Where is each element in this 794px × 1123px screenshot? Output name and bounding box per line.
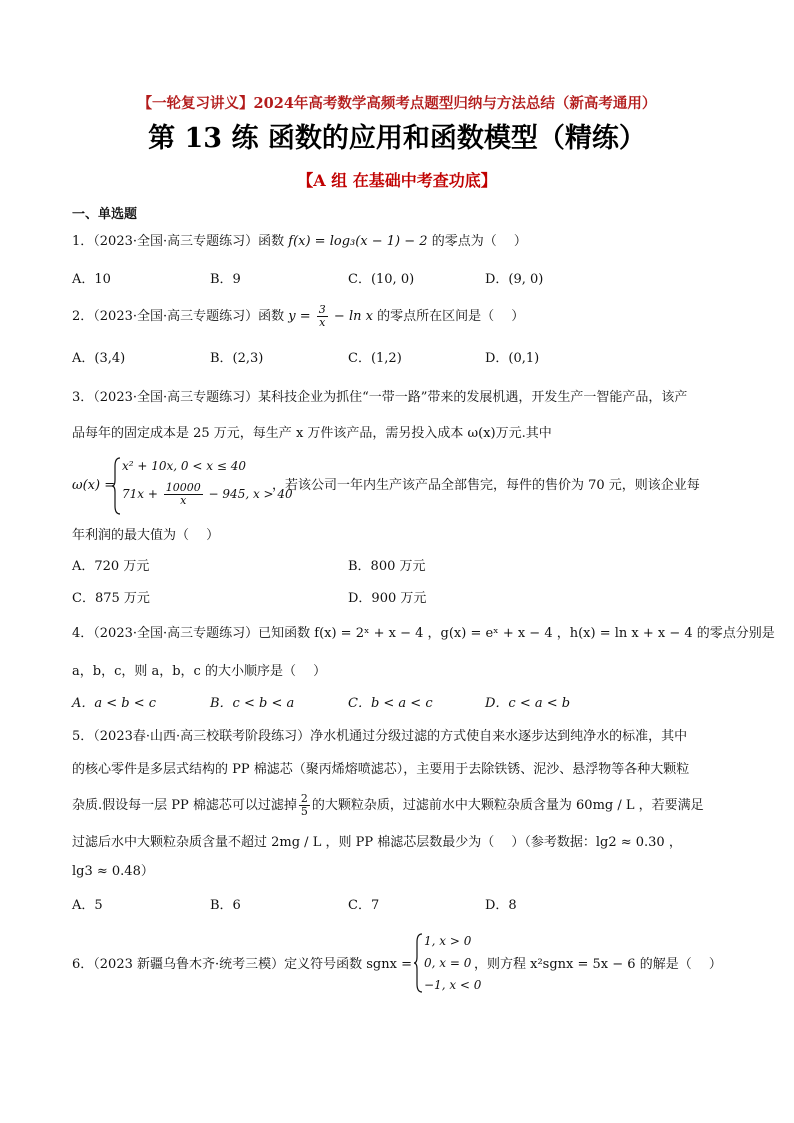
question-5-line-3: 杂质.假设每一层 PP 棉滤芯可以过滤掉 $\frac{2}{5}$ 的大颗粒杂质，过滤前水中大颗粒杂质含量为 60mg / L ，若要满足 bbox=[72, 792, 704, 818]
q3-piecewise-brace bbox=[112, 456, 122, 516]
q5-option-c[interactable]: C．7 bbox=[348, 898, 380, 913]
q6-piecewise-brace bbox=[414, 932, 424, 994]
q3-option-c[interactable]: C．875 万元 bbox=[72, 591, 150, 606]
question-6-stem-b: ，则方程 x²sgnx = 5x − 6 的解是（ ） bbox=[474, 957, 722, 972]
q5-fraction: $\frac{2}{5}$ bbox=[300, 792, 308, 818]
series-header: 【一轮复习讲义】2024年高考数学高频考点题型归纳与方法总结（新高考通用） bbox=[137, 95, 657, 112]
question-6-stem-a: 6．（2023 新疆乌鲁木齐·统考三模）定义符号函数 sgnx = bbox=[72, 957, 412, 972]
q4-option-d[interactable]: D．c < a < b bbox=[485, 696, 571, 711]
q4-option-a[interactable]: A．a < b < c bbox=[72, 696, 157, 711]
question-3-line-1: 3．（2023·全国·高三专题练习）某科技企业为抓住“一带一路”带来的发展机遇，开发生产一智能产品，该产 bbox=[72, 390, 688, 405]
q1-option-b[interactable]: B．9 bbox=[210, 272, 241, 287]
question-4-line-1: 4．（2023·全国·高三专题练习）已知函数 f(x) = 2ˣ + x − 4 ，g(x) = eˣ + x − 4 ，h(x) = ln x + x − 4 的零点分别是 bbox=[72, 626, 775, 641]
q3-option-a[interactable]: A．720 万元 bbox=[72, 559, 150, 574]
q5-option-b[interactable]: B．6 bbox=[210, 898, 241, 913]
q3-piecewise-lhs: ω(x) = bbox=[72, 478, 116, 493]
question-5-line-2: 的核心零件是多层式结构的 PP 棉滤芯（聚丙烯熔喷滤芯），主要用于去除铁锈、泥沙、悬浮物等各种大颗粒 bbox=[72, 762, 690, 777]
section-title: 一、单选题 bbox=[72, 207, 138, 222]
q5-option-a[interactable]: A．5 bbox=[72, 898, 103, 913]
q5-option-d[interactable]: D．8 bbox=[485, 898, 517, 913]
question-5-line-4: 过滤后水中大颗粒杂质含量不超过 2mg / L ，则 PP 棉滤芯层数最少为（ ）（参考数据：lg2 ≈ 0.30 ， bbox=[72, 835, 682, 850]
q3-option-b[interactable]: B．800 万元 bbox=[348, 559, 426, 574]
q2-option-c[interactable]: C．(1,2) bbox=[348, 351, 402, 366]
group-title: 【A 组 在基础中考查功底】 bbox=[297, 171, 497, 190]
q3-option-d[interactable]: D．900 万元 bbox=[348, 591, 427, 606]
q3-case-2: 71x + $\frac{10000}{x}$ − 945, x > 40 bbox=[122, 481, 293, 507]
question-5-line-1: 5．（2023春·山西·高三校联考阶段练习）净水机通过分级过滤的方式使自来水逐步达到纯净水的标准，其中 bbox=[72, 729, 688, 744]
q1-option-d[interactable]: D．(9, 0) bbox=[485, 272, 544, 287]
q1-option-a[interactable]: A．10 bbox=[72, 272, 111, 287]
q1-formula: f(x) = log₃(x − 1) − 2 bbox=[288, 234, 428, 249]
q2-option-a[interactable]: A．(3,4) bbox=[72, 351, 126, 366]
question-2-stem: 2．（2023·全国·高三专题练习）函数 y = $\frac{3}{x}$ − ln x 的零点所在区间是（ ） bbox=[72, 303, 525, 329]
page-title: 第 13 练 函数的应用和函数模型（精练） bbox=[148, 123, 646, 154]
question-3-line-4: 年利润的最大值为（ ） bbox=[72, 528, 220, 543]
question-3-line-2: 品每年的固定成本是 25 万元，每生产 x 万件该产品，需另投入成本 ω(x)万元.其中 bbox=[72, 426, 552, 441]
q6-case-1: 1, x > 0 bbox=[424, 934, 472, 948]
q6-case-3: −1, x < 0 bbox=[424, 978, 482, 992]
q2-fraction: $\frac{3}{x}$ bbox=[318, 303, 326, 329]
question-4-line-2: a，b，c，则 a，b，c 的大小顺序是（ ） bbox=[72, 664, 327, 679]
q3-piecewise-after: ，若该公司一年内生产该产品全部售完，每件的售价为 70 元，则该企业每 bbox=[272, 478, 700, 493]
q3-case-1: x² + 10x, 0 < x ≤ 40 bbox=[122, 459, 246, 473]
q4-option-b[interactable]: B．c < b < a bbox=[210, 696, 295, 711]
question-1-stem: 1．（2023·全国·高三专题练习）函数 f(x) = log₃(x − 1) − 2 的零点为（ ） bbox=[72, 234, 527, 249]
q2-option-b[interactable]: B．(2,3) bbox=[210, 351, 264, 366]
q6-case-2: 0, x = 0 bbox=[424, 956, 472, 970]
q2-option-d[interactable]: D．(0,1) bbox=[485, 351, 540, 366]
q4-option-c[interactable]: C．b < a < c bbox=[348, 696, 433, 711]
q1-option-c[interactable]: C．(10, 0) bbox=[348, 272, 415, 287]
question-5-line-5: lg3 ≈ 0.48） bbox=[72, 864, 154, 879]
